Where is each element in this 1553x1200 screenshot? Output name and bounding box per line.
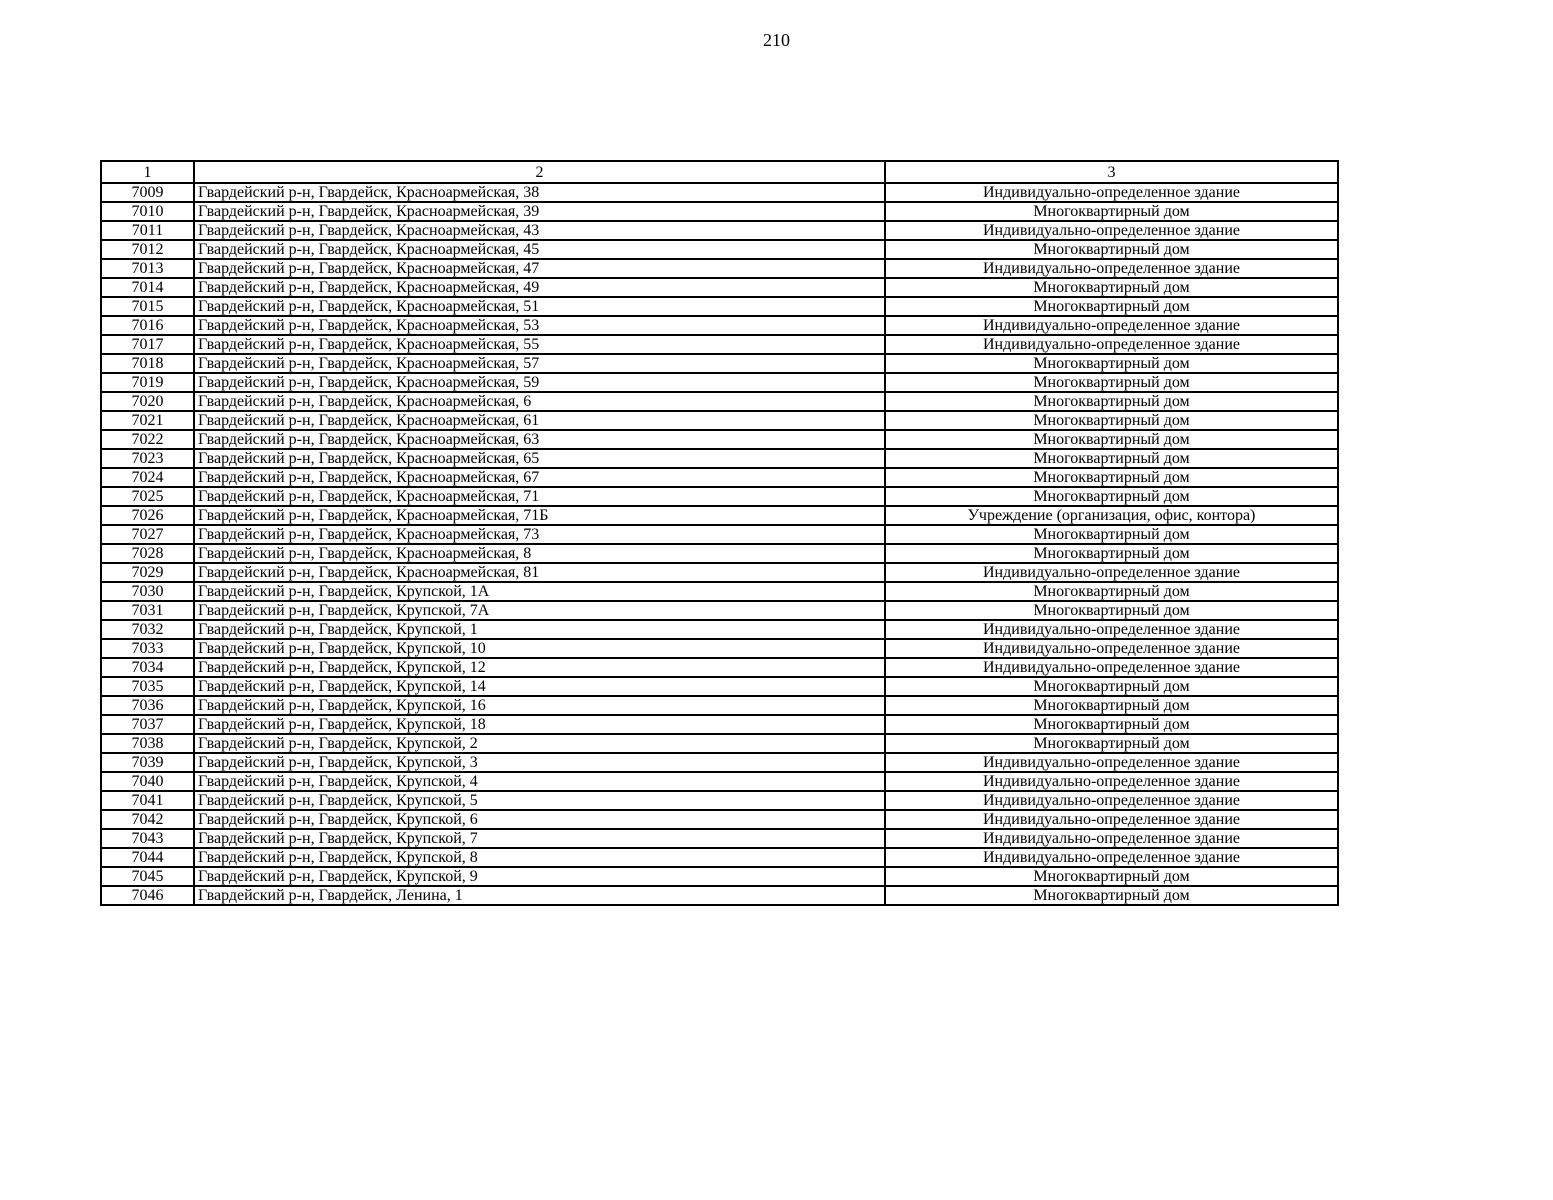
address-cell: Гвардейский р-н, Гвардейск, Крупской, 12	[194, 658, 885, 677]
table-row	[101, 582, 1338, 601]
row-number-cell: 7032	[101, 620, 194, 639]
address-cell: Гвардейский р-н, Гвардейск, Красноармейская, 8	[194, 544, 885, 563]
header-cell-3: 3	[885, 161, 1338, 183]
address-cell: Гвардейский р-н, Гвардейск, Крупской, 7	[194, 829, 885, 848]
address-cell: Гвардейский р-н, Гвардейск, Красноармейская, 73	[194, 525, 885, 544]
table-header-row	[101, 161, 1338, 183]
table-row	[101, 335, 1338, 354]
row-number-cell: 7030	[101, 582, 194, 601]
table-row	[101, 202, 1338, 221]
row-number-cell: 7034	[101, 658, 194, 677]
address-cell: Гвардейский р-н, Гвардейск, Красноармейская, 47	[194, 259, 885, 278]
building-type-cell: Многоквартирный дом	[885, 544, 1338, 563]
building-type-cell: Многоквартирный дом	[885, 715, 1338, 734]
building-type-cell: Многоквартирный дом	[885, 468, 1338, 487]
address-cell: Гвардейский р-н, Гвардейск, Крупской, 9	[194, 867, 885, 886]
row-number-cell: 7039	[101, 753, 194, 772]
address-cell: Гвардейский р-н, Гвардейск, Красноармейская, 81	[194, 563, 885, 582]
address-cell: Гвардейский р-н, Гвардейск, Крупской, 10	[194, 639, 885, 658]
building-type-cell: Индивидуально-определенное здание	[885, 221, 1338, 240]
building-type-cell: Многоквартирный дом	[885, 430, 1338, 449]
header-cell-1: 1	[101, 161, 194, 183]
address-cell: Гвардейский р-н, Гвардейск, Красноармейская, 53	[194, 316, 885, 335]
row-number-cell: 7017	[101, 335, 194, 354]
row-number-cell: 7040	[101, 772, 194, 791]
address-cell: Гвардейский р-н, Гвардейск, Красноармейская, 57	[194, 354, 885, 373]
page-number: 210	[763, 30, 790, 50]
address-cell: Гвардейский р-н, Гвардейск, Красноармейская, 71Б	[194, 506, 885, 525]
table-row	[101, 829, 1338, 848]
row-number-cell: 7011	[101, 221, 194, 240]
row-number-cell: 7045	[101, 867, 194, 886]
row-number-cell: 7024	[101, 468, 194, 487]
building-type-cell: Индивидуально-определенное здание	[885, 639, 1338, 658]
row-number-cell: 7015	[101, 297, 194, 316]
building-type-cell: Многоквартирный дом	[885, 297, 1338, 316]
address-cell: Гвардейский р-н, Гвардейск, Красноармейская, 6	[194, 392, 885, 411]
table-row	[101, 658, 1338, 677]
table-row	[101, 601, 1338, 620]
row-number-cell: 7013	[101, 259, 194, 278]
table-row	[101, 753, 1338, 772]
table-row	[101, 259, 1338, 278]
row-number-cell: 7026	[101, 506, 194, 525]
row-number-cell: 7046	[101, 886, 194, 905]
address-cell: Гвардейский р-н, Гвардейск, Красноармейская, 55	[194, 335, 885, 354]
row-number-cell: 7043	[101, 829, 194, 848]
building-type-cell: Многоквартирный дом	[885, 411, 1338, 430]
building-type-cell: Многоквартирный дом	[885, 886, 1338, 905]
row-number-cell: 7009	[101, 183, 194, 202]
address-cell: Гвардейский р-н, Гвардейск, Крупской, 6	[194, 810, 885, 829]
building-type-cell: Индивидуально-определенное здание	[885, 658, 1338, 677]
table-row	[101, 316, 1338, 335]
table-row	[101, 848, 1338, 867]
address-cell: Гвардейский р-н, Гвардейск, Красноармейская, 61	[194, 411, 885, 430]
table-row	[101, 772, 1338, 791]
table-row	[101, 449, 1338, 468]
address-cell: Гвардейский р-н, Гвардейск, Красноармейская, 51	[194, 297, 885, 316]
building-type-cell: Многоквартирный дом	[885, 677, 1338, 696]
address-cell: Гвардейский р-н, Гвардейск, Красноармейская, 43	[194, 221, 885, 240]
building-type-cell: Индивидуально-определенное здание	[885, 183, 1338, 202]
row-number-cell: 7012	[101, 240, 194, 259]
table-row	[101, 715, 1338, 734]
building-type-cell: Многоквартирный дом	[885, 392, 1338, 411]
building-type-cell: Индивидуально-определенное здание	[885, 563, 1338, 582]
address-cell: Гвардейский р-н, Гвардейск, Красноармейская, 63	[194, 430, 885, 449]
row-number-cell: 7023	[101, 449, 194, 468]
header-cell-2: 2	[194, 161, 885, 183]
table-row	[101, 867, 1338, 886]
row-number-cell: 7036	[101, 696, 194, 715]
building-type-cell: Многоквартирный дом	[885, 734, 1338, 753]
row-number-cell: 7022	[101, 430, 194, 449]
table-row	[101, 487, 1338, 506]
table-row	[101, 810, 1338, 829]
row-number-cell: 7016	[101, 316, 194, 335]
buildings-table	[100, 160, 1339, 906]
building-type-cell: Многоквартирный дом	[885, 202, 1338, 221]
table-row	[101, 430, 1338, 449]
building-type-cell: Многоквартирный дом	[885, 449, 1338, 468]
address-cell: Гвардейский р-н, Гвардейск, Крупской, 7А	[194, 601, 885, 620]
address-cell: Гвардейский р-н, Гвардейск, Крупской, 1А	[194, 582, 885, 601]
building-type-cell: Многоквартирный дом	[885, 525, 1338, 544]
address-cell: Гвардейский р-н, Гвардейск, Крупской, 4	[194, 772, 885, 791]
building-type-cell: Многоквартирный дом	[885, 867, 1338, 886]
address-cell: Гвардейский р-н, Гвардейск, Красноармейская, 49	[194, 278, 885, 297]
table-row	[101, 886, 1338, 905]
building-type-cell: Индивидуально-определенное здание	[885, 316, 1338, 335]
row-number-cell: 7037	[101, 715, 194, 734]
address-cell: Гвардейский р-н, Гвардейск, Красноармейская, 38	[194, 183, 885, 202]
building-type-cell: Многоквартирный дом	[885, 582, 1338, 601]
row-number-cell: 7020	[101, 392, 194, 411]
building-type-cell: Многоквартирный дом	[885, 278, 1338, 297]
building-type-cell: Индивидуально-определенное здание	[885, 620, 1338, 639]
row-number-cell: 7035	[101, 677, 194, 696]
address-cell: Гвардейский р-н, Гвардейск, Красноармейская, 45	[194, 240, 885, 259]
building-type-cell: Индивидуально-определенное здание	[885, 753, 1338, 772]
table-row	[101, 183, 1338, 202]
row-number-cell: 7029	[101, 563, 194, 582]
building-type-cell: Многоквартирный дом	[885, 373, 1338, 392]
table-row	[101, 411, 1338, 430]
table-row	[101, 620, 1338, 639]
table-row	[101, 544, 1338, 563]
table-body	[101, 161, 1338, 905]
table-row	[101, 791, 1338, 810]
table-row	[101, 696, 1338, 715]
address-cell: Гвардейский р-н, Гвардейск, Крупской, 8	[194, 848, 885, 867]
building-type-cell: Индивидуально-определенное здание	[885, 791, 1338, 810]
row-number-cell: 7033	[101, 639, 194, 658]
building-type-cell: Индивидуально-определенное здание	[885, 335, 1338, 354]
row-number-cell: 7044	[101, 848, 194, 867]
building-type-cell: Индивидуально-определенное здание	[885, 810, 1338, 829]
row-number-cell: 7018	[101, 354, 194, 373]
address-cell: Гвардейский р-н, Гвардейск, Ленина, 1	[194, 886, 885, 905]
table-row	[101, 468, 1338, 487]
building-type-cell: Многоквартирный дом	[885, 696, 1338, 715]
row-number-cell: 7042	[101, 810, 194, 829]
row-number-cell: 7031	[101, 601, 194, 620]
row-number-cell: 7014	[101, 278, 194, 297]
table-row	[101, 392, 1338, 411]
table-row	[101, 563, 1338, 582]
address-cell: Гвардейский р-н, Гвардейск, Крупской, 3	[194, 753, 885, 772]
row-number-cell: 7025	[101, 487, 194, 506]
row-number-cell: 7028	[101, 544, 194, 563]
table-row	[101, 525, 1338, 544]
table-row	[101, 278, 1338, 297]
row-number-cell: 7010	[101, 202, 194, 221]
building-type-cell: Многоквартирный дом	[885, 240, 1338, 259]
address-cell: Гвардейский р-н, Гвардейск, Крупской, 5	[194, 791, 885, 810]
row-number-cell: 7041	[101, 791, 194, 810]
table-row	[101, 240, 1338, 259]
building-type-cell: Учреждение (организация, офис, контора)	[885, 506, 1338, 525]
table-row	[101, 639, 1338, 658]
building-type-cell: Индивидуально-определенное здание	[885, 848, 1338, 867]
address-cell: Гвардейский р-н, Гвардейск, Красноармейская, 59	[194, 373, 885, 392]
address-cell: Гвардейский р-н, Гвардейск, Крупской, 2	[194, 734, 885, 753]
address-cell: Гвардейский р-н, Гвардейск, Крупской, 18	[194, 715, 885, 734]
address-cell: Гвардейский р-н, Гвардейск, Крупской, 14	[194, 677, 885, 696]
address-cell: Гвардейский р-н, Гвардейск, Красноармейская, 65	[194, 449, 885, 468]
table-row	[101, 354, 1338, 373]
table-row	[101, 221, 1338, 240]
building-type-cell: Индивидуально-определенное здание	[885, 772, 1338, 791]
address-cell: Гвардейский р-н, Гвардейск, Крупской, 1	[194, 620, 885, 639]
table-row	[101, 677, 1338, 696]
address-cell: Гвардейский р-н, Гвардейск, Красноармейская, 39	[194, 202, 885, 221]
building-type-cell: Многоквартирный дом	[885, 601, 1338, 620]
row-number-cell: 7027	[101, 525, 194, 544]
address-cell: Гвардейский р-н, Гвардейск, Красноармейская, 67	[194, 468, 885, 487]
table-row	[101, 506, 1338, 525]
address-cell: Гвардейский р-н, Гвардейск, Крупской, 16	[194, 696, 885, 715]
table-row	[101, 734, 1338, 753]
row-number-cell: 7021	[101, 411, 194, 430]
building-type-cell: Многоквартирный дом	[885, 354, 1338, 373]
building-type-cell: Многоквартирный дом	[885, 487, 1338, 506]
table-row	[101, 373, 1338, 392]
building-type-cell: Индивидуально-определенное здание	[885, 829, 1338, 848]
row-number-cell: 7038	[101, 734, 194, 753]
table-row	[101, 297, 1338, 316]
building-type-cell: Индивидуально-определенное здание	[885, 259, 1338, 278]
address-cell: Гвардейский р-н, Гвардейск, Красноармейская, 71	[194, 487, 885, 506]
row-number-cell: 7019	[101, 373, 194, 392]
